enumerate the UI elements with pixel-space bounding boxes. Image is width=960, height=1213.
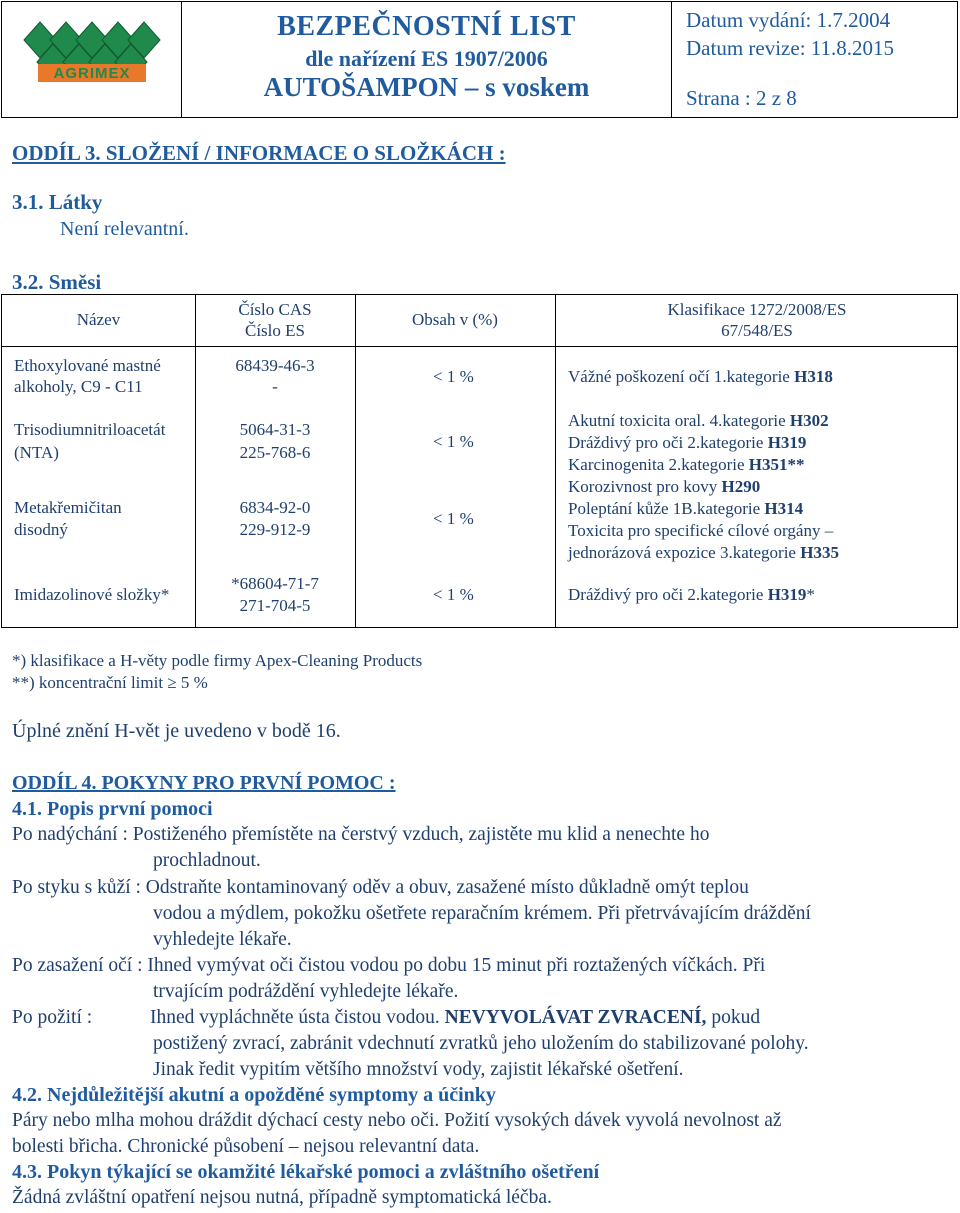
h-statements-note: Úplné znění H-vět je uvedeno v bodě 16. [12,720,341,742]
row-classification: Dráždivý pro oči 2.kategorie H319 [568,433,807,452]
regulation-subtitle: dle nařízení ES 1907/2006 [305,46,548,71]
page-number: Strana : 2 z 8 [686,86,797,110]
row-content: < 1 % [433,367,474,386]
skin-contact-text: vyhledejte lékaře. [153,929,292,950]
row-content: < 1 % [433,432,474,451]
header-classification-old: 67/548/ES [721,321,793,340]
header-cas: Číslo CAS [238,300,312,319]
row-classification: Akutní toxicita oral. 4.kategorie H302 [568,411,829,430]
section-3-heading: ODDÍL 3. SLOŽENÍ / INFORMACE O SLOŽKÁCH : [12,141,506,165]
ingestion-text: Ihned vypláchněte ústa čistou vodou. NEVYVOLÁVAT ZVRACENÍ, pokud [150,1007,761,1028]
agrimex-logo-icon [2,2,180,116]
inhalation-text: prochladnout. [153,850,261,871]
row-classification: Karcinogenita 2.kategorie H351** [568,455,805,474]
row-es: 225-768-6 [239,443,311,462]
company-logo [2,2,182,117]
ingestion-label: Po požití : [12,1007,93,1028]
row-es: 271-704-5 [239,596,311,615]
subsection-3-1-title: 3.1. Látky [12,190,103,214]
table-header-divider [2,346,957,347]
footnote-classification: *) klasifikace a H-věty podle firmy Apex-Cleaning Products [12,651,423,670]
symptoms-text: bolesti břicha. Chronické působení – nejsou relevantní data. [12,1136,480,1157]
header-title-block [182,2,672,117]
subsection-3-2-title: 3.2. Směsi [12,270,102,294]
composition-table [1,294,958,628]
row-cas: 68439-46-3 [235,356,315,375]
row-cas: 5064-31-3 [239,420,311,439]
row-name: disodný [14,520,68,539]
symptoms-text: Páry nebo mlha mohou dráždit dýchací cesty nebo oči. Požití vysokých dávek vyvolá nevolnost až [12,1110,782,1131]
eye-contact-text: trvajícím podráždění vyhledejte lékaře. [153,981,459,1002]
footnote-limit: **) koncentrační limit ≥ 5 % [12,673,208,692]
eye-contact-text: Po zasažení očí : Ihned vymývat oči čistou vodou po dobu 15 minut při roztažených víčkách. Při [12,955,766,976]
row-name: Metakřemičitan [14,498,122,517]
document-header [1,1,958,118]
row-name: (NTA) [14,443,59,462]
issue-date: Datum vydání: 1.7.2004 [686,8,891,32]
row-es: - [272,377,278,396]
svg-text:AGRIMEX: AGRIMEX [53,65,131,82]
row-classification: jednorázová expozice 3.kategorie H335 [568,543,839,562]
header-name: Název [76,310,121,329]
revision-date: Datum revize: 11.8.2015 [686,36,895,60]
ingestion-text: Jinak ředit vypitím většího množství vody, zajistit lékařské ošetření. [153,1059,684,1080]
row-name: Ethoxylované mastné [14,356,161,375]
row-name: Trisodiumnitriloacetát [14,420,166,439]
subsection-4-3-title: 4.3. Pokyn týkající se okamžité lékařské pomoci a zvláštního ošetření [12,1161,600,1183]
row-classification: Dráždivý pro oči 2.kategorie H319* [568,585,815,604]
header-content: Obsah v (%) [412,310,498,329]
skin-contact-text: vodou a mýdlem, pokožku ošetřete reparačním krémem. Při přetrvávajícím dráždění [153,903,811,924]
inhalation-text: Po nadýchání : Postiženého přemístěte na čerstvý vzduch, zajistěte mu klid a nenechte ho [12,824,710,845]
row-classification: Korozivnost pro kovy H290 [568,477,761,496]
section-4-heading: ODDÍL 4. POKYNY PRO PRVNÍ POMOC : [12,772,396,794]
row-name: Imidazolinové složky* [14,585,170,604]
subsection-4-2-title: 4.2. Nejdůležitější akutní a opožděné symptomy a účinky [12,1084,496,1106]
header-meta-block [672,2,957,117]
ingestion-text: postižený zvrací, zabránit vdechnutí zvratků jeho uložením do stabilizované polohy. [153,1033,809,1054]
row-classification: Poleptání kůže 1B.kategorie H314 [568,499,804,518]
table-divider [555,295,556,627]
row-cas: 6834-92-0 [239,498,311,517]
header-classification: Klasifikace 1272/2008/ES [667,300,847,319]
document-title: BEZPEČNOSTNÍ LIST [277,11,576,42]
subsection-3-1-text: Není relevantní. [60,218,189,240]
row-classification: Vážné poškození očí 1.kategorie H318 [568,367,833,386]
header-es: Číslo ES [245,321,305,340]
skin-contact-text: Po styku s kůží : Odstraňte kontaminovaný oděv a obuv, zasažené místo důkladně omýt teplou [12,877,749,898]
subsection-4-1-title: 4.1. Popis první pomoci [12,798,213,820]
row-es: 229-912-9 [239,520,311,539]
row-content: < 1 % [433,509,474,528]
row-cas: *68604-71-7 [231,574,319,593]
row-name: alkoholy, C9 - C11 [14,377,143,396]
table-divider [355,295,356,627]
medical-attention-text: Žádná zvláštní opatření nejsou nutná, případně symptomatická léčba. [12,1187,552,1208]
product-name: AUTOŠAMPON – s voskem [263,72,590,102]
row-content: < 1 % [433,585,474,604]
row-classification: Toxicita pro specifické cílové orgány – [568,521,834,540]
